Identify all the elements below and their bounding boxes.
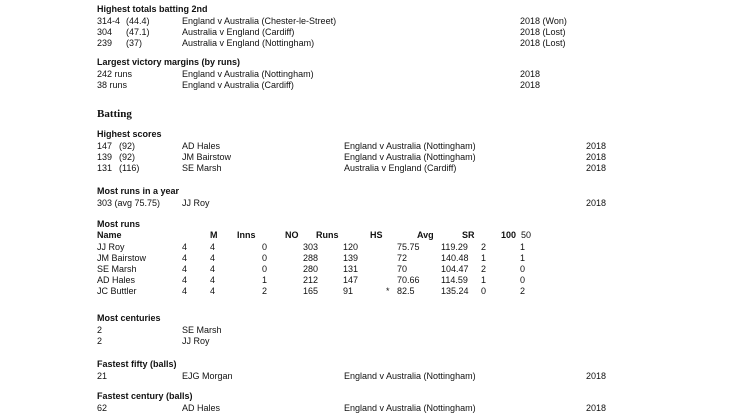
score: 147	[97, 141, 113, 151]
high-score: 120	[343, 242, 359, 252]
year-result: 2018 (Won)	[520, 16, 567, 26]
hundreds: 1	[481, 253, 487, 263]
player-name: JM Bairstow	[97, 253, 147, 263]
matches: 4	[182, 253, 188, 263]
score: 139	[97, 152, 113, 162]
hundreds: 1	[481, 275, 487, 285]
margin: 242 runs	[97, 69, 133, 79]
match: Australia v England (Cardiff)	[182, 27, 295, 37]
average: 75.75	[397, 242, 420, 252]
year: 2018	[520, 80, 541, 90]
year: 2018	[586, 163, 607, 173]
count: 2	[97, 336, 103, 346]
runs: 212	[303, 275, 319, 285]
year: 2018	[586, 152, 607, 162]
section-heading-largest-victory-margins: Largest victory margins (by runs)	[97, 57, 241, 67]
col-runs: Runs	[316, 230, 339, 240]
col-high-score: HS	[370, 230, 383, 240]
not-outs: 0	[262, 242, 268, 252]
fifties: 0	[520, 264, 526, 274]
runs: 303	[303, 242, 319, 252]
matches: 4	[182, 275, 188, 285]
average: 82.5	[397, 286, 415, 296]
player: SE Marsh	[182, 325, 222, 335]
fifties: 0	[520, 275, 526, 285]
margin: 38 runs	[97, 80, 128, 90]
strike-rate: 119.29	[441, 242, 468, 252]
overs: (44.4)	[126, 16, 150, 26]
runs: 303 (avg 75.75)	[97, 198, 161, 208]
fifties: 1	[520, 242, 526, 252]
not-outs: 2	[262, 286, 268, 296]
matches: 4	[182, 264, 188, 274]
player-name: SE Marsh	[97, 264, 137, 274]
player: JM Bairstow	[182, 152, 232, 162]
section-heading-highest-scores: Highest scores	[97, 129, 162, 139]
section-heading-most-runs-year: Most runs in a year	[97, 186, 180, 196]
average: 70.66	[397, 275, 420, 285]
score: 239	[97, 38, 113, 48]
col-not-outs: NO	[285, 230, 299, 240]
balls: (92)	[119, 152, 136, 162]
balls: 62	[97, 403, 108, 413]
not-outs: 1	[262, 275, 268, 285]
score: 304	[97, 27, 113, 37]
fifties: 2	[520, 286, 526, 296]
innings: 4	[210, 275, 216, 285]
runs: 165	[303, 286, 319, 296]
player-name: AD Hales	[97, 275, 136, 285]
match: England v Australia (Nottingham)	[182, 69, 314, 79]
year: 2018	[520, 69, 541, 79]
balls: (92)	[119, 141, 136, 151]
strike-rate: 140.48	[441, 253, 469, 263]
innings: 4	[210, 253, 216, 263]
strike-rate: 114.59	[441, 275, 468, 285]
hundreds: 2	[481, 264, 487, 274]
high-score: 91	[343, 286, 354, 296]
section-heading-most-runs: Most runs	[97, 219, 141, 229]
matches: 4	[182, 242, 188, 252]
not-outs: 0	[262, 253, 268, 263]
section-heading-fastest-century: Fastest century (balls)	[97, 391, 193, 401]
match: England v Australia (Nottingham)	[344, 403, 476, 413]
not-outs: 0	[262, 264, 268, 274]
high-score: 147	[343, 275, 359, 285]
year-result: 2018 (Lost)	[520, 27, 566, 37]
balls: 21	[97, 371, 108, 381]
player: EJG Morgan	[182, 371, 233, 381]
col-fifties: 50	[521, 230, 532, 240]
player-name: JC Buttler	[97, 286, 137, 296]
balls: (116)	[119, 163, 140, 173]
overs: (37)	[126, 38, 143, 48]
runs: 280	[303, 264, 319, 274]
section-heading-highest-totals-2nd: Highest totals batting 2nd	[97, 4, 208, 14]
match: England v Australia (Cardiff)	[182, 80, 294, 90]
match: England v Australia (Nottingham)	[344, 371, 476, 381]
player: JJ Roy	[182, 198, 210, 208]
matches: 4	[182, 286, 188, 296]
player-name: JJ Roy	[97, 242, 125, 252]
match: England v Australia (Nottingham)	[344, 152, 476, 162]
match: Australia v England (Cardiff)	[344, 163, 457, 173]
player: JJ Roy	[182, 336, 210, 346]
innings: 4	[210, 286, 216, 296]
year: 2018	[586, 403, 607, 413]
high-score: 131	[343, 264, 359, 274]
col-matches: M	[210, 230, 218, 240]
count: 2	[97, 325, 103, 335]
high-score: 139	[343, 253, 359, 263]
year: 2018	[586, 371, 607, 381]
col-average: Avg	[417, 230, 434, 240]
player: SE Marsh	[182, 163, 222, 173]
strike-rate: 135.24	[441, 286, 469, 296]
year: 2018	[586, 141, 607, 151]
col-innings: Inns	[237, 230, 256, 240]
section-heading-fastest-fifty: Fastest fifty (balls)	[97, 359, 177, 369]
batting-title: Batting	[97, 108, 132, 120]
col-hundreds: 100	[501, 230, 517, 240]
match: Australia v England (Nottingham)	[182, 38, 315, 48]
average: 72	[397, 253, 408, 263]
col-name: Name	[97, 230, 122, 240]
innings: 4	[210, 264, 216, 274]
not-out-marker: *	[386, 286, 390, 296]
average: 70	[397, 264, 408, 274]
section-heading-most-centuries: Most centuries	[97, 313, 161, 323]
innings: 4	[210, 242, 216, 252]
col-strike-rate: SR	[462, 230, 475, 240]
match: England v Australia (Chester-le-Street)	[182, 16, 337, 26]
hundreds: 0	[481, 286, 487, 296]
year-result: 2018 (Lost)	[520, 38, 566, 48]
player: AD Hales	[182, 403, 221, 413]
strike-rate: 104.47	[441, 264, 469, 274]
player: AD Hales	[182, 141, 221, 151]
fifties: 1	[520, 253, 526, 263]
score: 131	[97, 163, 113, 173]
overs: (47.1)	[126, 27, 150, 37]
hundreds: 2	[481, 242, 487, 252]
year: 2018	[586, 198, 607, 208]
runs: 288	[303, 253, 319, 263]
match: England v Australia (Nottingham)	[344, 141, 476, 151]
score: 314-4	[97, 16, 121, 26]
